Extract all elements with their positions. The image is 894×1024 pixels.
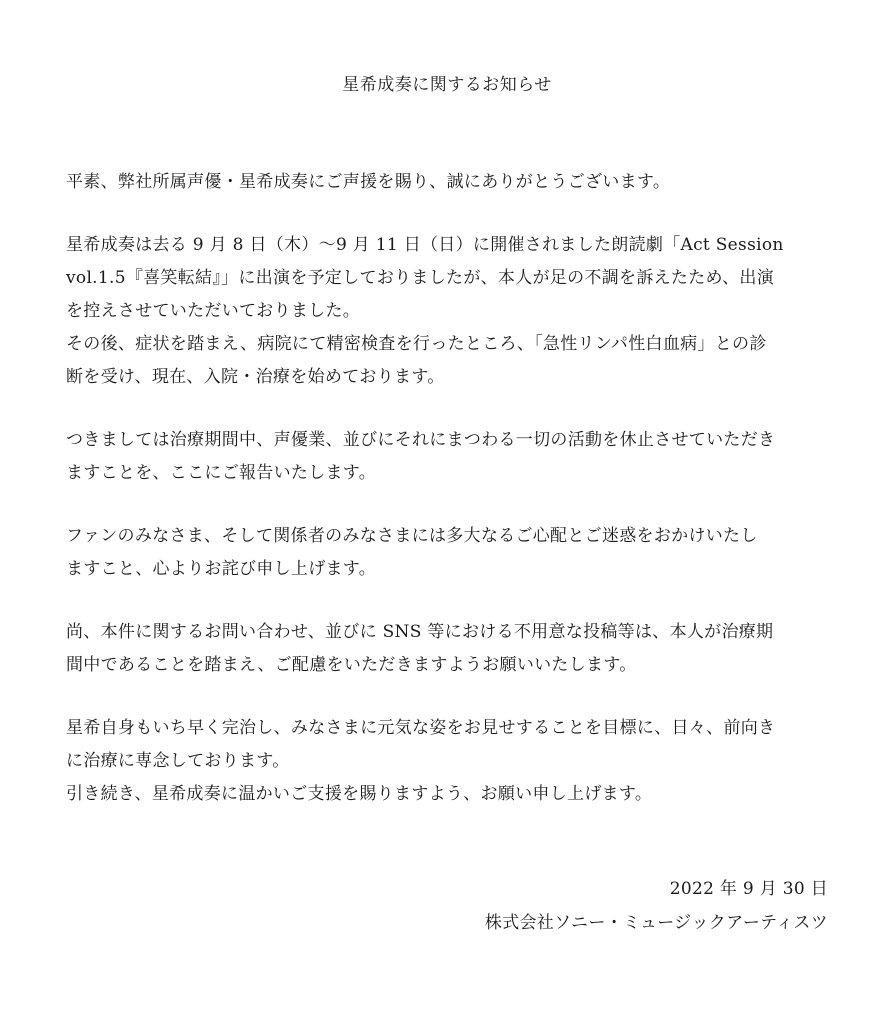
text-line: 平素、弊社所属声優・星希成奏にご声援を賜り、誠にありがとうございます。 <box>66 172 671 192</box>
document-title: 星希成奏に関するお知らせ <box>342 75 552 95</box>
signature-block <box>485 872 828 940</box>
text-line: つきましては治療期間中、声優業、並びにそれにまつわる一切の活動を休止させていただき <box>66 430 776 450</box>
paragraph-apology <box>66 520 830 586</box>
text-line: 断を受け、現在、入院・治療を始めております。 <box>66 367 445 387</box>
signature-date: 2022 年 9 月 30 日 <box>669 879 828 899</box>
signature-company: 株式会社ソニー・ミュージックアーティスツ <box>484 913 828 933</box>
paragraph-situation <box>66 229 830 394</box>
document-body <box>66 166 830 841</box>
paragraph-closing <box>66 712 830 811</box>
text-line: を控えさせていただいておりました。 <box>66 301 361 321</box>
paragraph-request <box>66 616 830 682</box>
text-line: 星希成奏は去る 9 月 8 日（木）〜9 月 11 日（日）に開催されました朗読劇「Act Session <box>66 235 784 255</box>
text-line: 間中であることを踏まえ、ご配慮をいただきますようお願いいたします。 <box>66 655 637 675</box>
text-line: 引き続き、星希成奏に温かいご支援を賜りますよう、お願い申し上げます。 <box>66 784 653 804</box>
text-line: ファンのみなさま、そして関係者のみなさまには多大なるご心配とご迷惑をおかけいたし <box>66 526 758 546</box>
text-line: ますこと、心よりお詫び申し上げます。 <box>66 559 377 579</box>
paragraph-greeting <box>66 166 830 199</box>
text-line: その後、症状を踏まえ、病院にて精密検査を行ったところ、「急性リンパ性白血病」との診 <box>66 334 767 354</box>
text-line: に治療に専念しております。 <box>66 751 290 771</box>
text-line: vol.1.5『喜笑転結』」に出演を予定しておりましたが、本人が足の不調を訴えたため、出演 <box>66 268 775 288</box>
text-line: 星希自身もいち早く完治し、みなさまに元気な姿をお見せすることを目標に、日々、前向き <box>66 718 776 738</box>
text-line: 尚、本件に関するお問い合わせ、並びに SNS 等における不用意な投稿等は、本人が治療期 <box>66 622 774 642</box>
text-line: ますことを、ここにご報告いたします。 <box>66 463 377 483</box>
paragraph-hiatus <box>66 424 830 490</box>
